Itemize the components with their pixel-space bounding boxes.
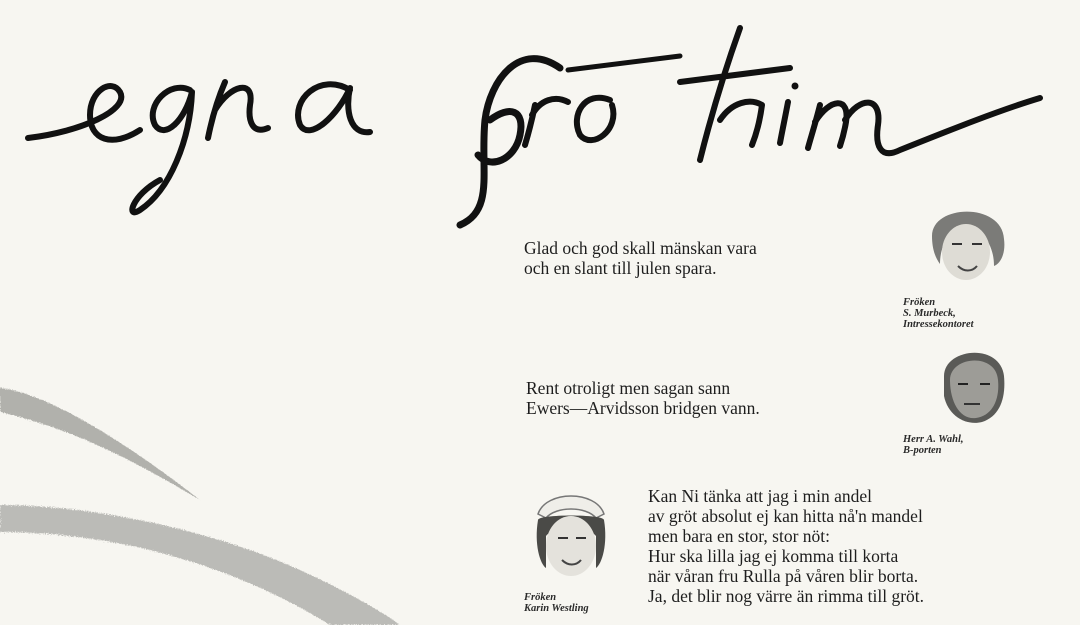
rhyme-2-line: Rent otroligt men sagan sann (526, 378, 731, 398)
rhyme-2-line: Ewers—Arvidsson bridgen vann. (526, 398, 760, 418)
rhyme-3-line: Kan Ni tänka att jag i min andel (648, 486, 873, 506)
portrait-murbeck (922, 194, 1012, 290)
caption-line: Fröken (524, 592, 557, 603)
caption-line: Fröken (903, 297, 936, 308)
caption-line: Intressekontoret (903, 319, 974, 330)
rhyme-2 (526, 378, 760, 418)
rhyme-3-line: Ja, det blir nog värre än rimma till gröt. (648, 586, 925, 606)
caption-line: B-porten (903, 445, 942, 456)
rhyme-3-line: av gröt absolut ej kan hitta nå'n mandel (648, 506, 923, 526)
rhyme-1 (524, 238, 757, 278)
calligraphy-title (20, 10, 1060, 240)
page-title (20, 10, 1060, 240)
rhyme-3-line: men bara en stor, stor nöt: (648, 526, 831, 546)
rhyme-3-line: Hur ska lilla jag ej komma till korta (648, 546, 899, 566)
rhyme-1-line: och en slant till julen spara. (524, 258, 717, 278)
portrait-westling (526, 484, 616, 588)
caption-wahl (903, 434, 964, 456)
caption-line: Karin Westling (524, 603, 589, 614)
caption-murbeck (903, 297, 974, 330)
caption-line: Herr A. Wahl, (903, 434, 964, 445)
rhyme-1-line: Glad och god skall mänskan vara (524, 238, 757, 258)
rhyme-3-line: när våran fru Rulla på våren blir borta. (648, 566, 919, 586)
portrait-wahl (930, 336, 1014, 428)
caption-westling (524, 592, 589, 614)
rhyme-3 (648, 486, 924, 606)
caption-line: S. Murbeck, (903, 308, 956, 319)
